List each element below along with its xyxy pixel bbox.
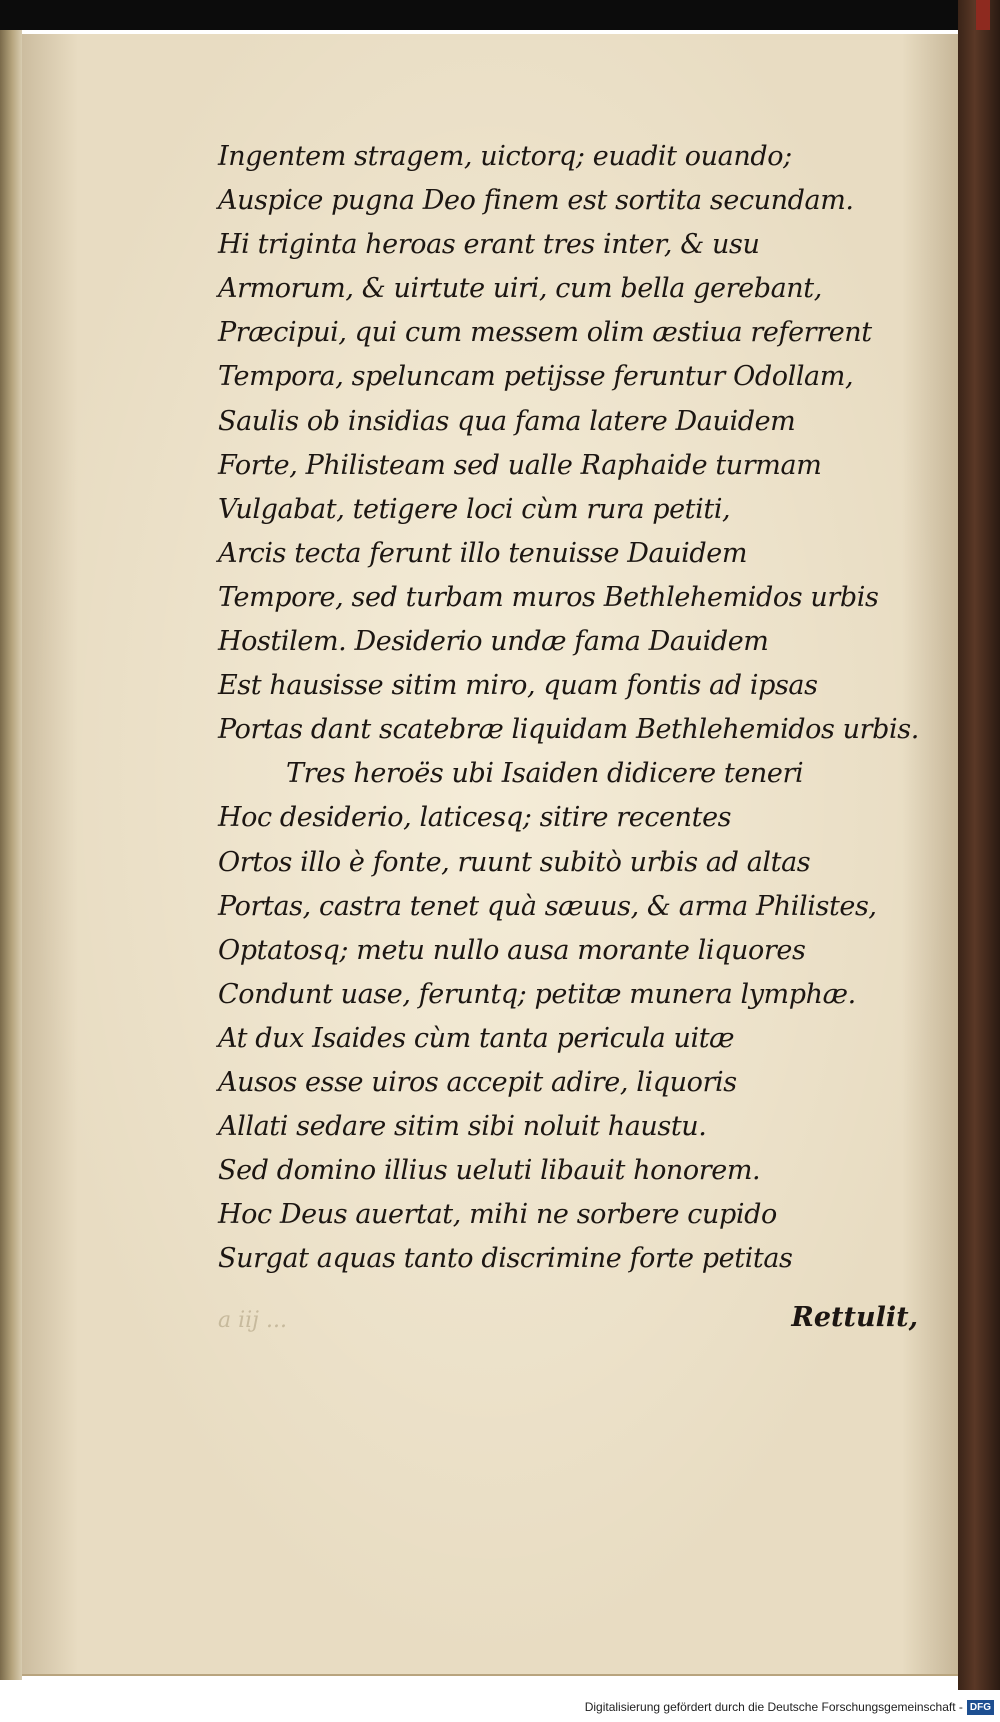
bookmark-ribbon [976,0,990,30]
verse-line: Hi triginta heroas erant tres inter, & usu [218,229,760,261]
verse-line: Ortos illo è fonte, ruunt subitò urbis ad altas [218,846,811,878]
verse-line: Hoc Deus auertat, mihi ne sorbere cupido [218,1199,777,1231]
book-gutter-edge [0,30,22,1680]
verse-line: Vulgabat, tetigere loci cùm rura petiti, [218,493,731,525]
verse-line: Armorum, & uirtute uiri, cum bella gerebant, [218,273,822,305]
catchword: Rettulit, [791,1302,918,1333]
verse-line: Præcipui, qui cum messem olim æstiua referrent [218,317,872,349]
funding-credit [585,1698,994,1716]
verse-line: Hoc desiderio, laticesq; sitire recentes [218,802,732,834]
verse-line: Auspice pugna Deo finem est sortita secundam. [218,185,854,217]
verse-line: Allati sedare sitim sibi noluit haustu. [218,1111,707,1143]
verse-line: Portas dant scatebræ liquidam Bethlehemidos urbis. [218,714,919,746]
scan-top-border [0,0,1000,30]
verse-line: Est hausisse sitim miro, quam fontis ad ipsas [218,670,818,702]
verse-line: Tempore, sed turbam muros Bethlehemidos urbis [218,581,879,613]
book-cover-edge [958,0,1000,1690]
verse-line: At dux Isaides cùm tanta pericula uitæ [218,1022,735,1054]
verse-line: Condunt uase, feruntq; petitæ munera lymphæ. [218,978,856,1010]
funding-credit-text: Digitalisierung gefördert durch die Deutsche Forschungsgemeinschaft - [584,1700,963,1714]
verse-line: Portas, castra tenet quà sæuus, & arma Philistes, [218,890,877,922]
verse-line: Forte, Philisteam sed ualle Raphaide turmam [218,449,822,481]
verse-line: Tempora, speluncam petijsse feruntur Odollam, [218,361,854,393]
verse-line: Ausos esse uiros accepit adire, liquoris [218,1066,737,1098]
verse-line: Ingentem stragem, uictorq; euadit ouando; [218,141,792,172]
page-foot [218,1302,918,1342]
faint-signature-mark: a iij ... [218,1308,287,1333]
verse-line: Hostilem. Desiderio undæ fama Dauidem [218,626,769,658]
verse-text-block [218,135,938,1281]
dfg-logo-icon: DFG [967,1700,994,1715]
verse-line: Arcis tecta ferunt illo tenuisse Dauidem [218,537,748,569]
verse-line: Optatosq; metu nullo ausa morante liquores [218,934,806,966]
verse-line: Saulis ob insidias qua fama latere Dauidem [218,405,796,437]
verse-line: Sed domino illius ueluti libauit honorem. [218,1155,761,1187]
verse-line-indented: Tres heroës ubi Isaiden didicere teneri [286,758,804,790]
verse-line: Surgat aquas tanto discrimine forte petitas [218,1243,793,1275]
